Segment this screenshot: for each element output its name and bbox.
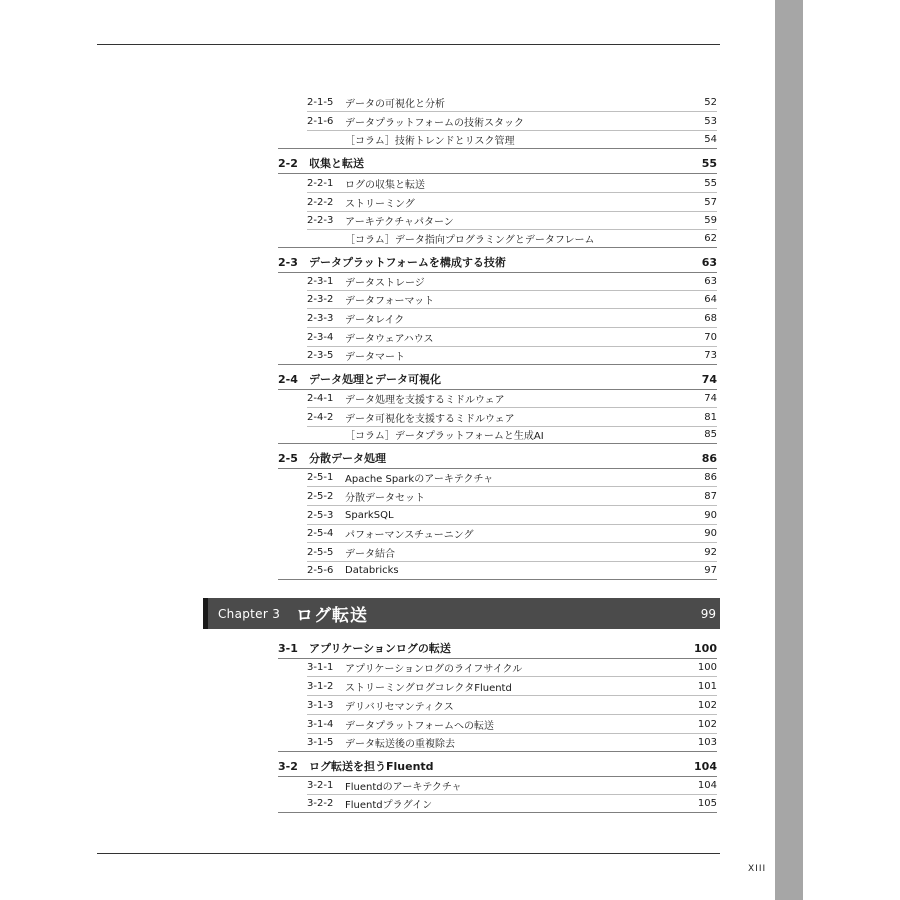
section-page: 86 (701, 451, 717, 465)
toc-section-2-4[interactable] (278, 369, 717, 390)
entry-page: 92 (704, 546, 717, 558)
entry-page: 55 (704, 177, 717, 189)
entry-title: Fluentdのアーキテクチャ (345, 781, 462, 793)
entry-number: 2-5-6 (307, 565, 334, 576)
entry-title: データプラットフォームの技術スタック (345, 117, 524, 129)
entry-page: 85 (704, 429, 717, 440)
entry-page: 105 (697, 798, 717, 809)
entry-title: データプラットフォームへの転送 (345, 720, 494, 732)
entry-page: 62 (704, 233, 717, 244)
entry-number: 2-3-5 (307, 350, 334, 361)
entry-title: ログの収集と転送 (345, 179, 425, 191)
entry-page: 104 (697, 779, 717, 791)
entry-number: 2-4-1 (307, 392, 334, 404)
toc-entry-3-1-4[interactable] (307, 715, 717, 734)
entry-number: 2-5-4 (307, 527, 334, 539)
entry-number: 2-5-1 (307, 471, 334, 483)
entry-number: 2-2-1 (307, 177, 334, 189)
section-title: 収集と転送 (309, 157, 364, 170)
toc-entry-3-1-1[interactable] (307, 658, 717, 677)
entry-page: 53 (704, 115, 717, 127)
section-number: 2-3 (278, 255, 298, 269)
section-page: 74 (701, 372, 717, 386)
entry-page: 102 (697, 718, 717, 730)
footer-rule (97, 853, 720, 854)
toc-section-3-2[interactable] (278, 756, 717, 777)
entry-title: データストレージ (345, 277, 425, 289)
entry-page: 64 (704, 293, 717, 305)
toc-entry-2-2-1[interactable] (307, 174, 717, 193)
section-title: ログ転送を担うFluentd (309, 760, 434, 773)
toc-entry-3-1-5[interactable] (278, 734, 717, 752)
entry-title: データ結合 (345, 548, 395, 560)
entry-number: 2-3-3 (307, 312, 334, 324)
chapter-page: 99 (700, 606, 716, 621)
toc-entry-2-3-2[interactable] (307, 290, 717, 309)
entry-number: 2-1-5 (307, 96, 334, 108)
entry-number: 2-3-1 (307, 275, 334, 287)
entry-title: データ転送後の重複除去 (345, 739, 455, 750)
entry-page: 70 (704, 331, 717, 343)
entry-title: パフォーマンスチューニング (345, 529, 474, 541)
entry-page: 102 (697, 699, 717, 711)
toc-entry-2-1-5[interactable] (307, 93, 717, 112)
entry-page: 100 (697, 661, 717, 673)
entry-number: 2-3-2 (307, 293, 334, 305)
chapter-label: Chapter 3 (218, 606, 281, 621)
entry-title: ［コラム］データ指向プログラミングとデータフレーム (345, 235, 595, 246)
entry-page: 68 (704, 312, 717, 324)
toc-entry-2-4-1[interactable] (307, 389, 717, 408)
entry-page: 87 (704, 490, 717, 502)
entry-number: 3-2-2 (307, 798, 334, 809)
entry-title: ストリーミング (345, 198, 415, 210)
entry-number: 3-1-4 (307, 718, 334, 730)
toc-entry-2-1-6[interactable] (307, 112, 717, 131)
toc-entry-2-3-5[interactable] (278, 347, 717, 365)
entry-title: データ可視化を支援するミドルウェア (345, 413, 515, 425)
entry-page: 97 (704, 565, 717, 576)
entry-page: 81 (704, 411, 717, 423)
entry-number: 3-1-3 (307, 699, 334, 711)
entry-title: ストリーミングログコレクタFluentd (345, 682, 512, 694)
entry-title: データフォーマット (345, 295, 435, 307)
entry-number: 3-1-1 (307, 661, 334, 673)
toc-section-2-3[interactable] (278, 252, 717, 273)
toc-entry-3-1-2[interactable] (307, 677, 717, 696)
section-number: 3-1 (278, 641, 298, 655)
section-number: 2-4 (278, 372, 298, 386)
section-title: データ処理とデータ可視化 (309, 373, 441, 386)
toc-entry-2-4-2[interactable] (307, 408, 717, 427)
entry-page: 57 (704, 196, 717, 208)
toc-section-3-1[interactable] (278, 638, 717, 659)
toc-entry-2-5-1[interactable] (307, 468, 717, 487)
chapter-header[interactable] (203, 598, 720, 629)
entry-number: 3-1-5 (307, 737, 334, 748)
toc-entry-2-2-3[interactable] (307, 211, 717, 230)
entry-page: 54 (704, 134, 717, 145)
toc-entry-2-5-2[interactable] (307, 487, 717, 506)
toc-entry-3-2-1[interactable] (307, 776, 717, 795)
toc-section-2-5[interactable] (278, 448, 717, 469)
toc-entry-2-3-4[interactable] (307, 328, 717, 347)
toc-entry-column[interactable] (278, 131, 717, 149)
entry-number: 2-5-3 (307, 509, 334, 521)
toc-entry-3-1-3[interactable] (307, 696, 717, 715)
entry-page: 59 (704, 214, 717, 226)
entry-title: アプリケーションログのライフサイクル (345, 663, 523, 675)
header-rule (97, 44, 720, 45)
page-number: XIII (748, 864, 767, 874)
entry-number: 2-4-2 (307, 411, 334, 423)
page-edge-band (775, 0, 803, 900)
toc-entry-2-5-3[interactable] (307, 506, 717, 525)
section-number: 2-2 (278, 156, 298, 170)
chapter-title: ログ転送 (296, 606, 368, 626)
section-page: 63 (701, 255, 717, 269)
entry-title: データ処理を支援するミドルウェア (345, 394, 505, 406)
toc-entry-2-5-4[interactable] (307, 524, 717, 543)
entry-title: データレイク (345, 314, 405, 326)
toc-entry-2-3-3[interactable] (307, 309, 717, 328)
section-number: 3-2 (278, 759, 298, 773)
entry-page: 52 (704, 96, 717, 108)
toc-section-2-2[interactable] (278, 153, 717, 174)
section-title: 分散データ処理 (309, 452, 386, 465)
entry-title: ［コラム］データプラットフォームと生成AI (345, 431, 544, 442)
entry-title: Databricks (345, 565, 399, 576)
entry-page: 63 (704, 275, 717, 287)
toc-entry-2-5-6[interactable] (278, 562, 717, 580)
entry-page: 90 (704, 509, 717, 521)
entry-number: 2-5-2 (307, 490, 334, 502)
entry-number: 2-5-5 (307, 546, 334, 558)
entry-page: 86 (704, 471, 717, 483)
entry-number: 3-2-1 (307, 779, 334, 791)
toc-entry-column[interactable] (278, 230, 717, 248)
entry-page: 74 (704, 392, 717, 404)
entry-title: SparkSQL (345, 509, 394, 521)
entry-page: 73 (704, 350, 717, 361)
entry-number: 2-1-6 (307, 115, 334, 127)
entry-title: ［コラム］技術トレンドとリスク管理 (345, 136, 515, 147)
entry-number: 2-2-2 (307, 196, 334, 208)
entry-title: Apache Sparkのアーキテクチャ (345, 473, 494, 485)
entry-title: アーキテクチャパターン (345, 216, 454, 228)
entry-number: 3-1-2 (307, 680, 334, 692)
section-page: 104 (694, 759, 717, 773)
entry-title: データマート (345, 352, 405, 363)
entry-number: 2-3-4 (307, 331, 334, 343)
entry-title: デリバリセマンティクス (345, 701, 454, 713)
entry-title: 分散データセット (345, 492, 425, 504)
entry-page: 101 (697, 680, 717, 692)
section-page: 100 (694, 641, 717, 655)
toc-entry-3-2-2[interactable] (278, 795, 717, 813)
toc-entry-2-5-5[interactable] (307, 543, 717, 562)
section-title: データプラットフォームを構成する技術 (309, 256, 506, 269)
entry-page: 90 (704, 527, 717, 539)
toc-entry-column[interactable] (278, 426, 717, 444)
entry-title: データの可視化と分析 (345, 98, 445, 110)
section-page: 55 (701, 156, 717, 170)
entry-number: 2-2-3 (307, 214, 334, 226)
section-number: 2-5 (278, 451, 298, 465)
entry-title: データウェアハウス (345, 333, 434, 345)
toc-entry-2-2-2[interactable] (307, 193, 717, 212)
entry-title: Fluentdプラグイン (345, 800, 433, 811)
toc-entry-2-3-1[interactable] (307, 272, 717, 291)
section-title: アプリケーションログの転送 (309, 642, 451, 655)
entry-page: 103 (697, 737, 717, 748)
